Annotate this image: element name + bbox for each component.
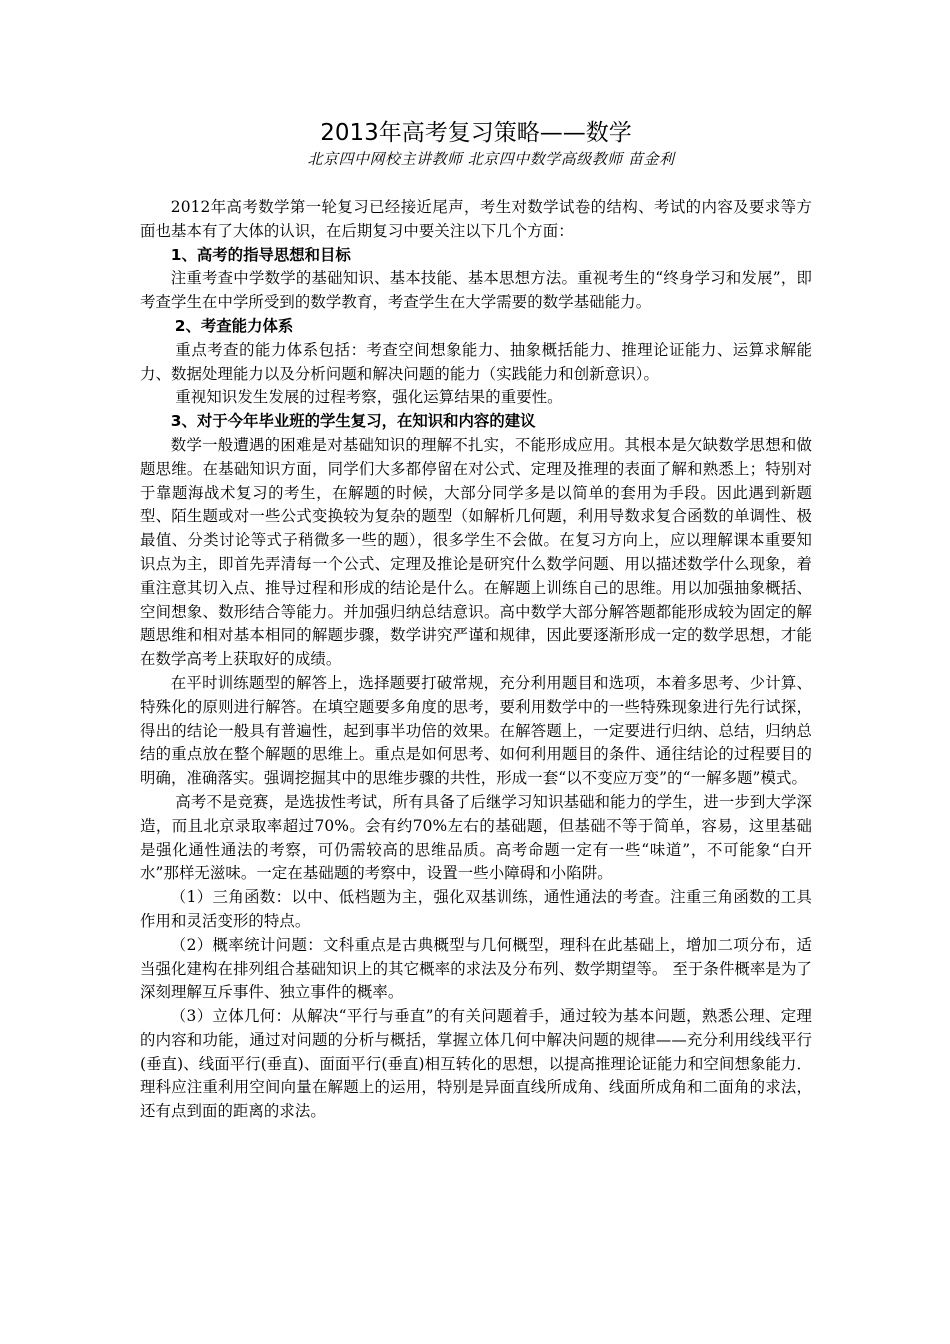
section-1-paragraph: 注重考查中学数学的基础知识、基本技能、基本思想方法。重视考生的“终身学习和发展”，即考查学生在中学所受到的数学教育，考查学生在大学需要的数学基础能力。: [140, 269, 812, 312]
document-page: [140, 118, 812, 1124]
section-3-paragraph-2: 在平时训练题型的解答上，选择题要打破常规，充分利用题目和选项，本着多思考、少计算、特殊化的原则进行解答。在填空题要多角度的思考，要利用数学中的一些特殊现象进行先行试探，得出的结论一般具有普遍性，起到事半功倍的效果。在解答题上，一定要进行归纳、总结，归纳总结的重点放在整个解题的思维上。重点是如何思考、如何利用题目的条件、通往结论的过程要目的明确，准确落实。强调挖掘其中的思维步骤的共性，形成一套“以不变应万变”的“一解多题”模式。: [140, 673, 812, 788]
author-line: 北京四中网校主讲教师 北京四中数学高级教师 苗金利: [307, 150, 675, 168]
section-2-paragraph-1: 重点考查的能力体系包括：考查空间想象能力、抽象概括能力、推理论证能力、运算求解能力、数据处理能力以及分析问题和解决问题的能力（实践能力和创新意识）。: [140, 340, 812, 383]
section-heading-2: 2、考查能力体系: [174, 316, 294, 335]
item-trigonometry: （1）三角函数：以中、低档题为主，强化双基训练，通性通法的考查。注重三角函数的工具作用和灵活变形的特点。: [140, 888, 812, 930]
section-heading-3: 3、对于今年毕业班的学生复习，在知识和内容的建议: [170, 412, 536, 431]
section-3-paragraph-3: 高考不是竞赛，是选拔性考试，所有具备了后继学习知识基础和能力的学生，进一步到大学深造，而且北京录取率超过70%。会有约70%左右的基础题，但基础不等于简单，容易，这里基础是强化通性通法的考察，可仍需较高的思维品质。高考命题一定有一些“味道”，不可能象“白开水”那样无滋味。一定在基础题的考察中，设置一些小障碍和小陷阱。: [140, 792, 812, 883]
intro-paragraph: 2012年高考数学第一轮复习已经接近尾声，考生对数学试卷的结构、考试的内容及要求等方面也基本有了大体的认识，在后期复习中要关注以下几个方面：: [140, 198, 812, 240]
item-solid-geometry: （3）立体几何：从解决“平行与垂直”的有关问题着手，通过较为基本问题，熟悉公理、定理的内容和功能，通过对问题的分析与概括，掌握立体几何中解决问题的规律——充分利用线线平行(垂直)、线面平行(垂直)、面面平行(垂直)相互转化的思想，以提高推理论证能力和空间想象能力．理科应注重利用空间向量在解题上的运用，特别是异面直线所成角、线面所成角和二面角的求法，还有点到面的距离的求法。: [140, 1007, 812, 1121]
section-heading-1: 1、高考的指导思想和目标: [170, 245, 351, 264]
section-2-paragraph-2: 重视知识发生发展的过程考察，强化运算结果的重要性。: [175, 388, 563, 407]
document-body: [140, 196, 812, 1124]
document-title: 2013年高考复习策略——数学: [320, 120, 632, 146]
section-3-paragraph-1: 数学一般遭遇的困难是对基础知识的理解不扎实，不能形成应用。其根本是欠缺数学思想和做题思维。在基础知识方面，同学们大多都停留在对公式、定理及推理的表面了解和熟悉上；特别对于靠题海战术复习的考生，在解题的时候，大部分同学多是以简单的套用为手段。因此遇到新题型、陌生题或对一些公式变换较为复杂的题型（如解析几何题，利用导数求复合函数的单调性、极最值、分类讨论等式子稍微多一些的题），很多学生不会做。在复习方向上，应以理解课本重要知识点为主，即首先弄清每一个公式、定理及推论是研究什么数学问题、用以描述数学什么现象，着重注意其切入点、推导过程和形成的结论是什么。在解题上训练自己的思维。用以加强抽象概括、空间想象、数形结合等能力。并加强归纳总结意识。高中数学大部分解答题都能形成较为固定的解题思维和相对基本相同的解题步骤，数学讲究严谨和规律，因此要逐渐形成一定的数学思想，才能在数学高考上获取好的成绩。: [140, 435, 812, 669]
item-probability: （2）概率统计问题：文科重点是古典概型与几何概型，理科在此基础上，增加二项分布，适当强化建构在排列组合基础知识上的其它概率的求法及分布列、数学期望等。 至于条件概率是为了深刻理解互斥事件、独立事件的概率。: [140, 935, 812, 1002]
